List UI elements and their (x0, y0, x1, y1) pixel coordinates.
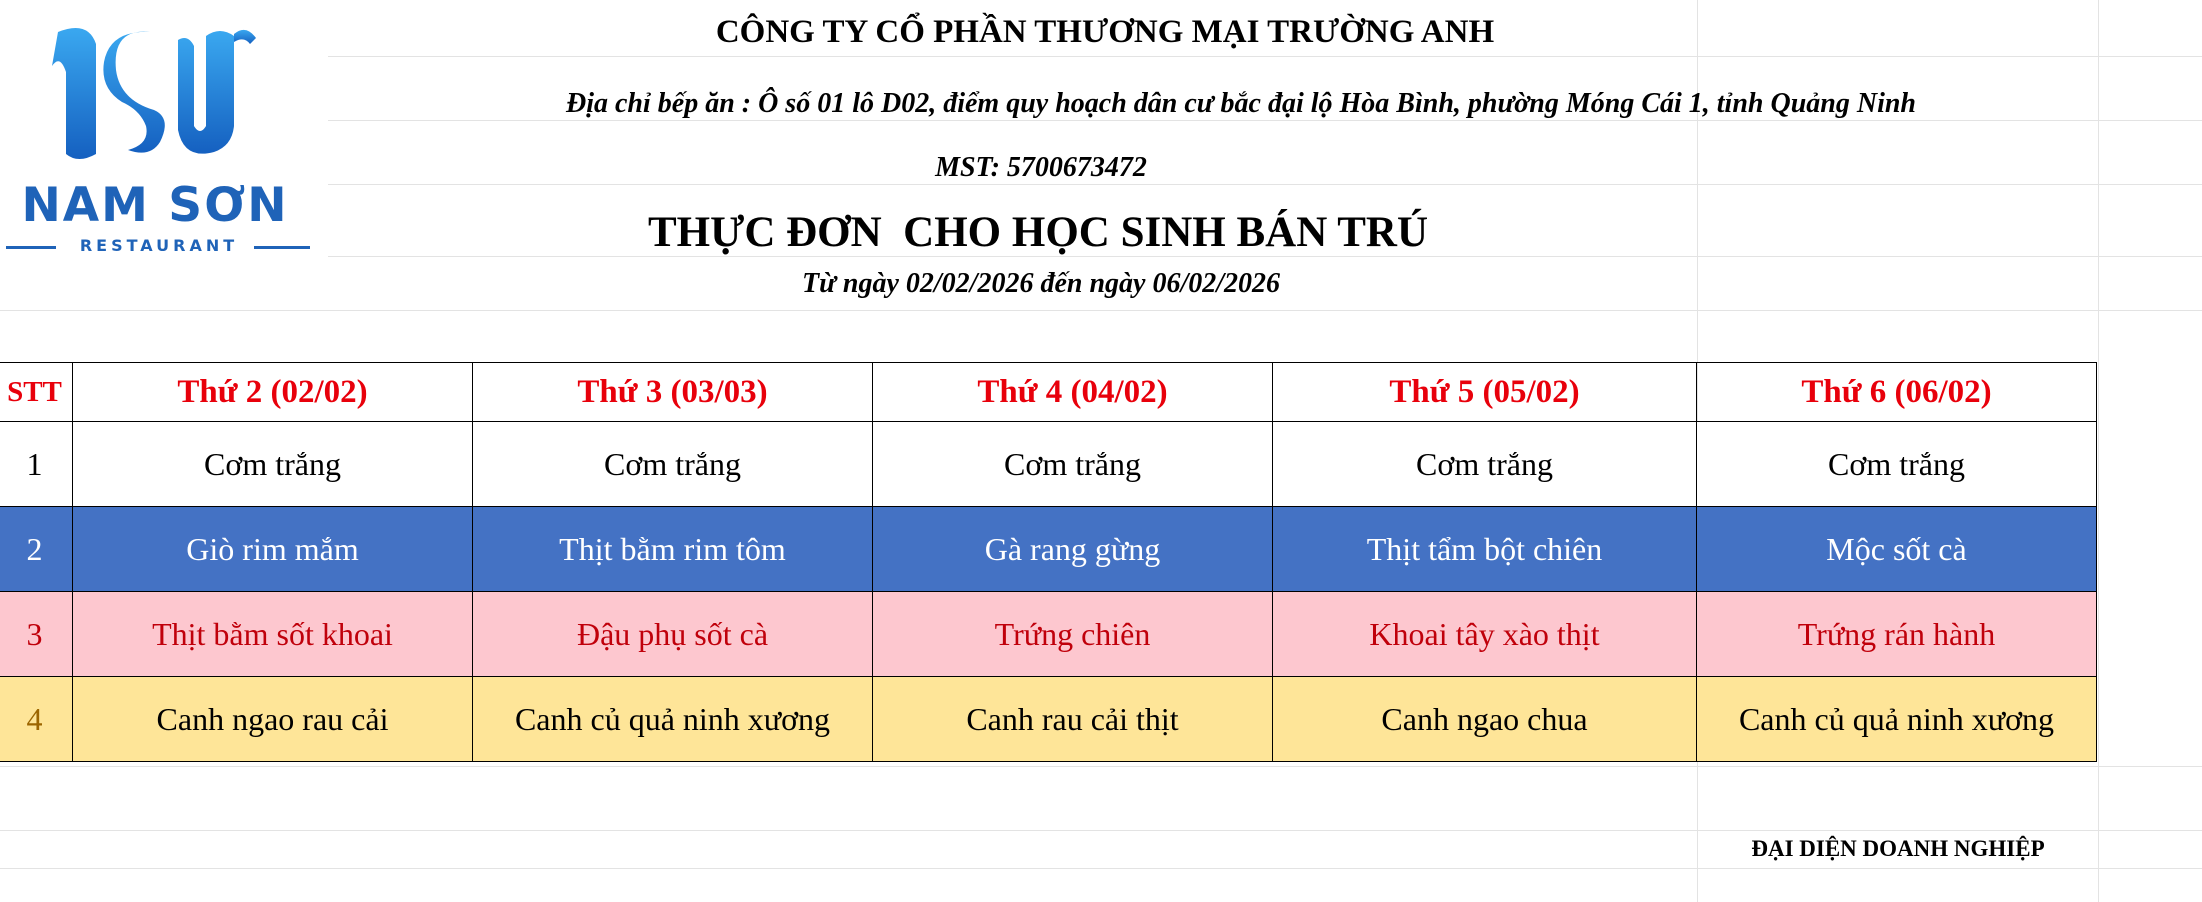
menu-cell: Gà rang gừng (873, 507, 1273, 592)
column-header-thursday: Thứ 5 (05/02) (1273, 363, 1697, 422)
menu-cell: Cơm trắng (473, 422, 873, 507)
date-range (0, 268, 2142, 300)
table-header-row (0, 363, 2097, 422)
logo-name: NAM SƠN (21, 178, 289, 233)
menu-cell: Cơm trắng (873, 422, 1273, 507)
menu-title-text: THỰC ĐƠN CHO HỌC SINH BÁN TRÚ (647, 209, 1429, 256)
company-name (0, 14, 2202, 51)
menu-title (0, 208, 2078, 257)
table-row (0, 507, 2097, 592)
menu-cell: Canh củ quả ninh xương (1697, 677, 2097, 762)
menu-cell: Cơm trắng (1697, 422, 2097, 507)
column-header-stt: STT (0, 363, 73, 422)
kitchen-address-text: Địa chỉ bếp ăn : Ô số 01 lô D02, điểm quy hoạch dân cư bắc đại lộ Hòa Bình, phường Móng Cái 1, tỉnh Quảng Ninh (565, 88, 1916, 119)
menu-cell: Canh ngao rau cải (73, 677, 473, 762)
row-number: 4 (0, 677, 73, 762)
menu-cell: Thịt bằm sốt khoai (73, 592, 473, 677)
logo-subtitle: RESTAURANT (79, 236, 239, 255)
column-header-friday: Thứ 6 (06/02) (1697, 363, 2097, 422)
signature-label: ĐẠI DIỆN DOANH NGHIỆP (1751, 836, 2045, 861)
column-header-tuesday: Thứ 3 (03/03) (473, 363, 873, 422)
menu-cell: Khoai tây xào thịt (1273, 592, 1697, 677)
menu-cell: Giò rim mắm (73, 507, 473, 592)
menu-cell: Mộc sốt cà (1697, 507, 2097, 592)
menu-table (0, 362, 2097, 762)
menu-cell: Trứng rán hành (1697, 592, 2097, 677)
menu-cell: Canh ngao chua (1273, 677, 1697, 762)
company-name-text: CÔNG TY CỔ PHẦN THƯƠNG MẠI TRƯỜNG ANH (715, 14, 1495, 50)
menu-cell: Canh củ quả ninh xương (473, 677, 873, 762)
row-number: 2 (0, 507, 73, 592)
menu-cell: Trứng chiên (873, 592, 1273, 677)
menu-cell: Đậu phụ sốt cà (473, 592, 873, 677)
table-row (0, 422, 2097, 507)
row-number: 1 (0, 422, 73, 507)
kitchen-address (140, 88, 2202, 120)
menu-cell: Thịt tẩm bột chiên (1273, 507, 1697, 592)
table-row (0, 592, 2097, 677)
tax-id-text: MST: 5700673472 (935, 152, 1147, 183)
tax-id (0, 152, 2142, 184)
column-header-monday: Thứ 2 (02/02) (73, 363, 473, 422)
menu-cell: Cơm trắng (73, 422, 473, 507)
date-range-text: Từ ngày 02/02/2026 đến ngày 06/02/2026 (802, 268, 1280, 299)
row-number: 3 (0, 592, 73, 677)
menu-cell: Thịt bằm rim tôm (473, 507, 873, 592)
column-header-wednesday: Thứ 4 (04/02) (873, 363, 1273, 422)
menu-cell: Cơm trắng (1273, 422, 1697, 507)
table-row (0, 677, 2097, 762)
menu-cell: Canh rau cải thịt (873, 677, 1273, 762)
